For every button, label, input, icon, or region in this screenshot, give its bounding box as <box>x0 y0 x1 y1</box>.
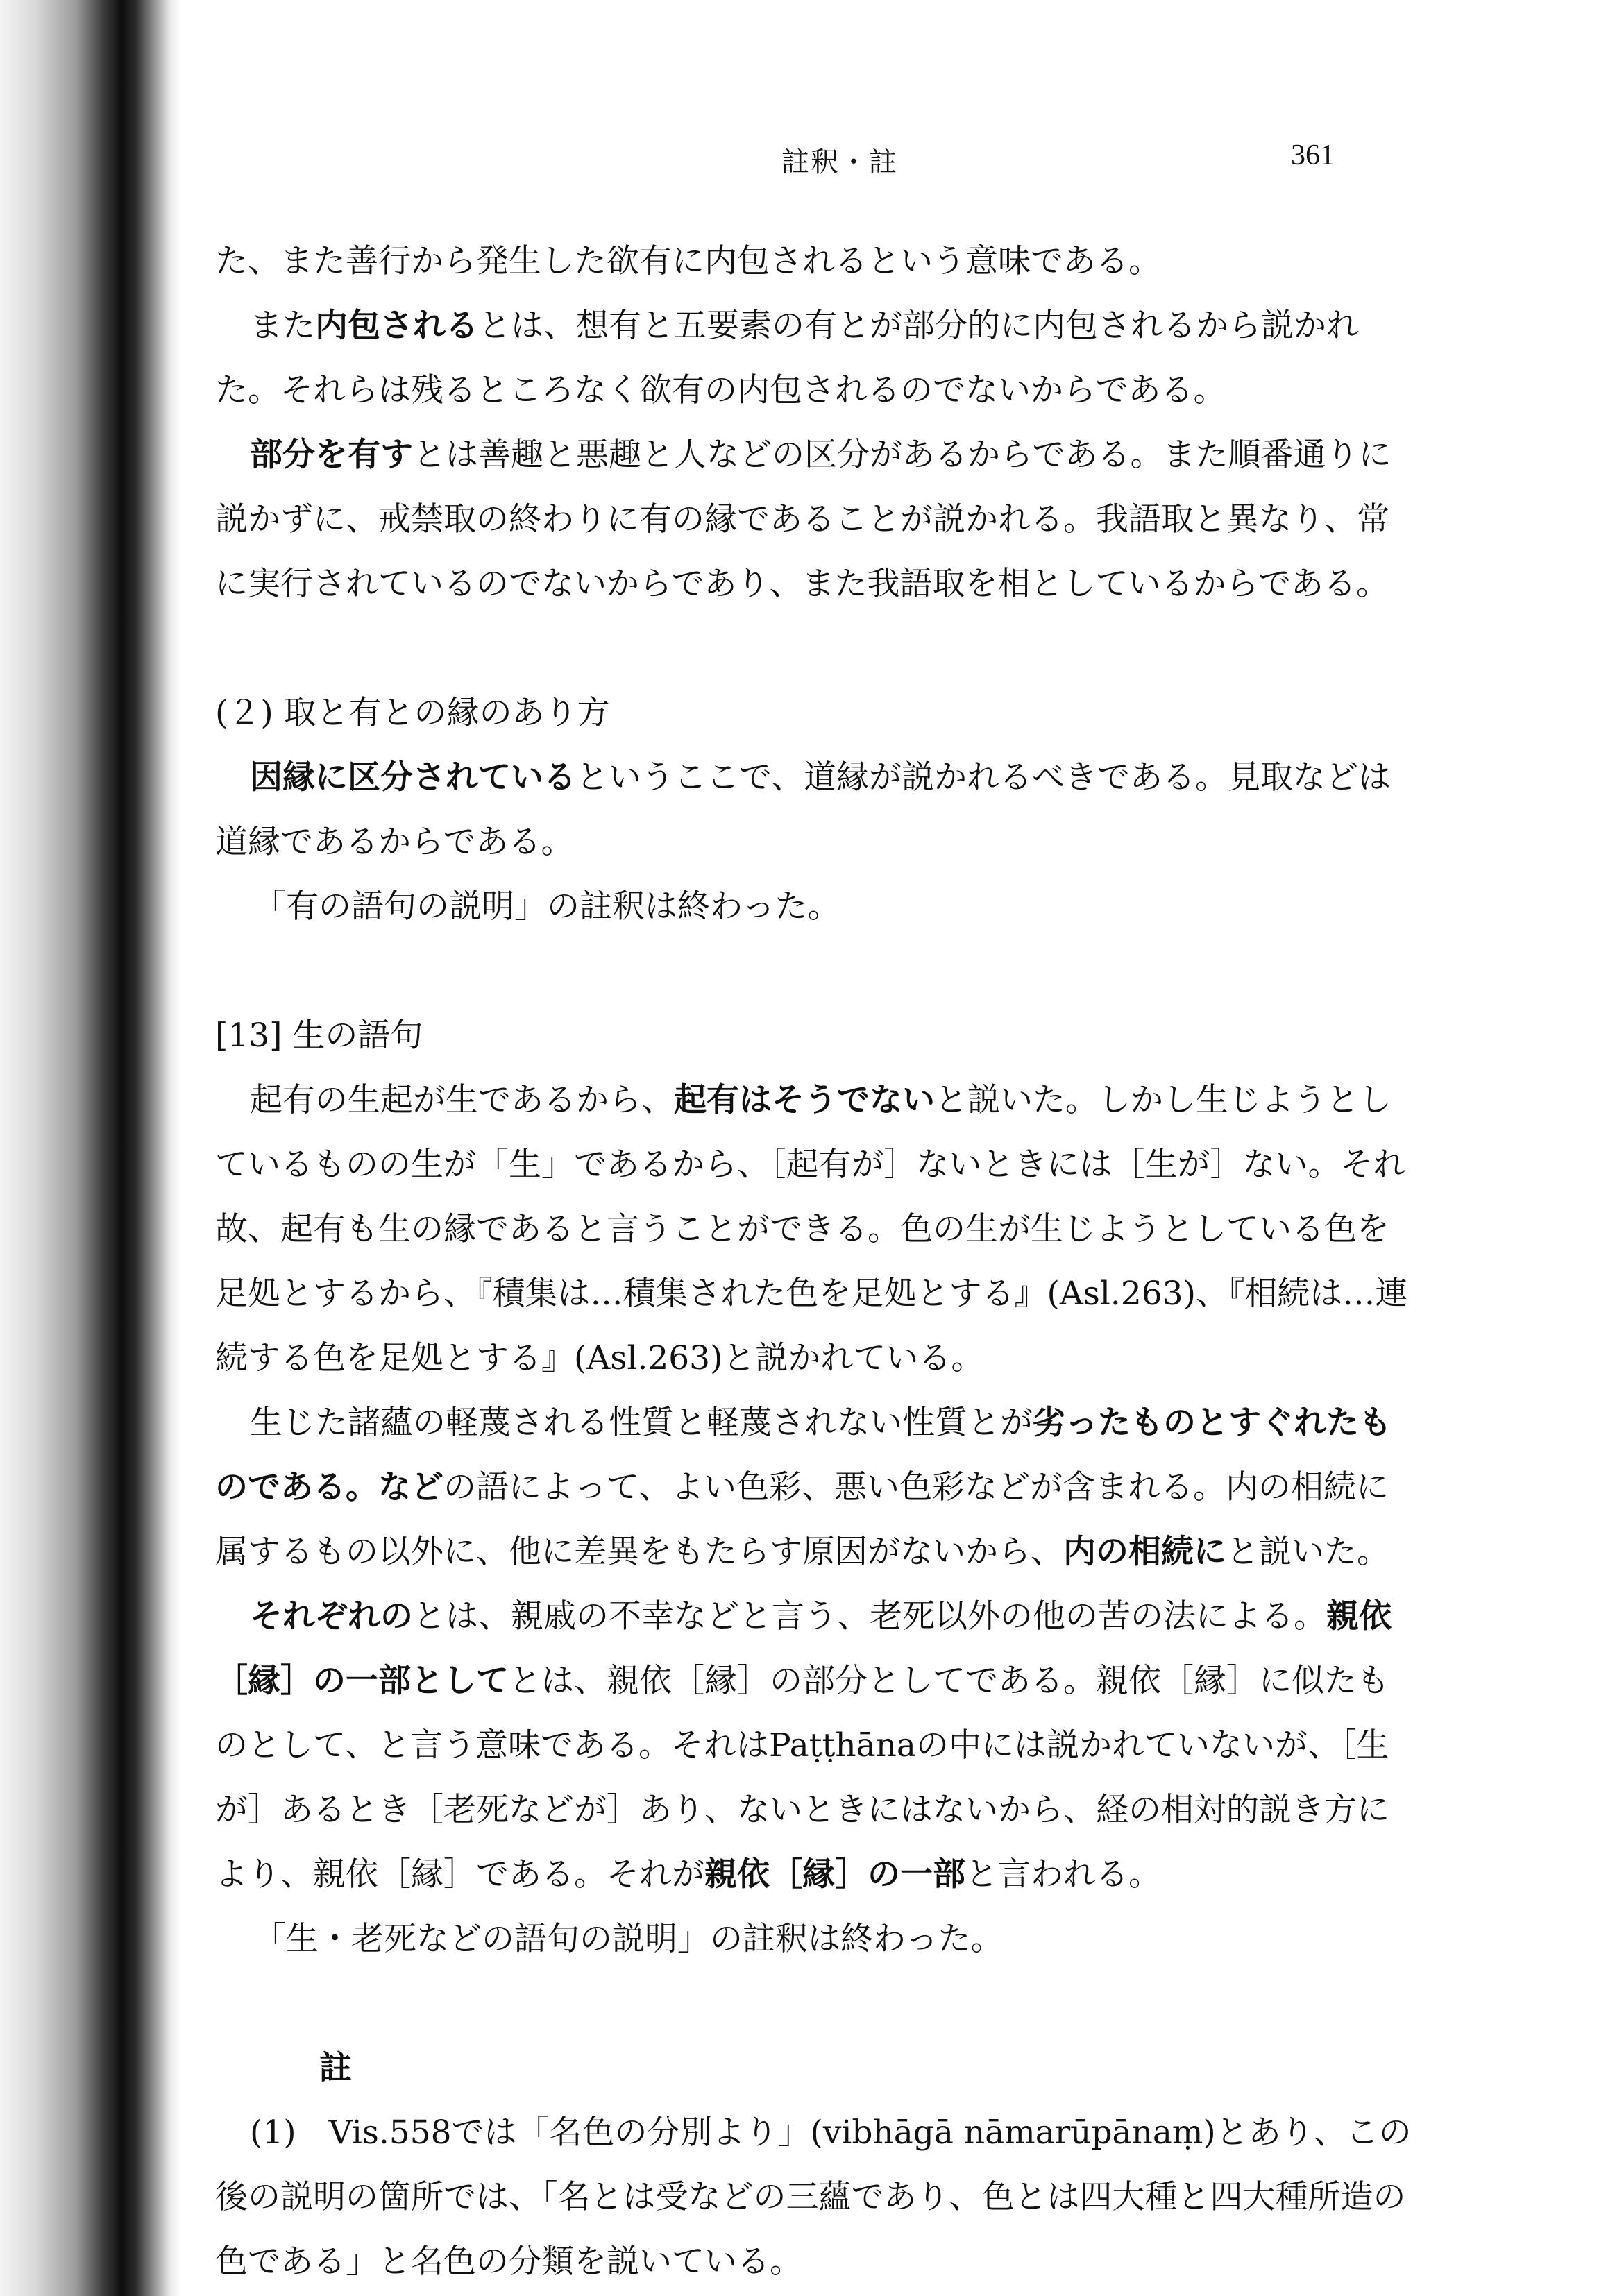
body-text <box>215 229 1416 2294</box>
section-gap <box>215 616 1416 681</box>
text-run: とは善趣と悪趣と人などの区分があるからである。また順番通りに説かずに、戒禁取の終わりに有の縁であることが説かれる。我語取と異なり、常に実行されているのでないからであり、また我語取を相としているからである。 <box>215 436 1392 603</box>
text-run: (1) Vis.558では「名色の分別より」(vibhāgā nāmarūpānaṃ)とあり、この後の説明の箇所では、「名とは受などの三蘊であり、色とは四大種と四大種所造の色である」と名色の分類を説いている。 <box>215 2114 1412 2281</box>
text-run: と説いた。しかし生じようとしているものの生が「生」であるから、［起有が］ないときには［生が］ない。それ故、起有も生の縁であると言うことができる。色の生が生じようとしている色を足処とするから、『積集は…積集された色を足処とする』(Asl.263)、『相続は…連続する色を足処とする』(Asl.263)と説かれている。 <box>215 1081 1408 1377</box>
notes-heading <box>215 2036 1416 2100</box>
section-gap <box>215 1971 1416 2036</box>
bold-term: 起有はそうでない <box>674 1081 935 1119</box>
paragraph <box>215 229 1416 294</box>
text-run: とは、親依［縁］の部分としてである。親依［縁］に似たものとして、と言う意味である。それはPaṭṭhānaの中には説かれていないが、［生が］あるとき［老死などが］あり、ないときにはないから、経の相対的説き方により、親依［縁］である。それが <box>215 1662 1389 1894</box>
paragraph <box>215 1584 1416 1907</box>
text-run: とは、親戚の不幸などと言う、老死以外の他の苦の法による。 <box>413 1597 1326 1635</box>
text-run: の語によって、よい色彩、悪い色彩などが含まれる。内の相続に属するもの以外に、他に差異をもたらす原因がないから、 <box>215 1468 1389 1571</box>
binding-shadow <box>0 0 180 2296</box>
text-run: 「有の語句の説明」の註釈は終わった。 <box>253 887 840 926</box>
paragraph <box>215 745 1416 874</box>
text-run: というここで、道縁が説かれるべきである。見取などは道縁であるからである。 <box>215 758 1392 861</box>
bold-term: それぞれの <box>250 1597 413 1635</box>
paragraph <box>215 294 1416 423</box>
closing-line <box>215 874 1416 939</box>
text-run: また <box>250 307 315 345</box>
paragraph <box>215 423 1416 616</box>
text-run: と説いた。 <box>1226 1533 1389 1571</box>
text-run: 生じた諸蘊の軽蔑される性質と軽蔑されない性質とが <box>250 1404 1033 1442</box>
text-run: 註 <box>319 2049 352 2087</box>
text-run: と言われる。 <box>965 1855 1161 1894</box>
bold-term: 親依［縁］の一部 <box>704 1855 965 1894</box>
text-run: とは、想有と五要素の有とが部分的に内包されるから説かれた。それらは残るところなく欲有の内包されるのでないからである。 <box>215 307 1359 409</box>
bold-term: 部分を有す <box>250 436 413 474</box>
text-run: 起有の生起が生であるから、 <box>250 1081 674 1119</box>
text-run: 「生・老死などの語句の説明」の註釈は終わった。 <box>253 1920 1004 1958</box>
note-item <box>215 2100 1416 2294</box>
running-head: 註釈・註 <box>781 146 898 178</box>
paragraph <box>215 1391 1416 1584</box>
paragraph <box>215 1068 1416 1391</box>
section-gap <box>215 939 1416 1003</box>
text-run: (２) 取と有との縁のあり方 <box>215 694 610 732</box>
text-run: [13] 生の語句 <box>215 1017 423 1055</box>
section-heading <box>215 681 1416 745</box>
bold-term: 内の相続に <box>1063 1533 1226 1571</box>
closing-line <box>215 1907 1416 1971</box>
bold-term: 劣ったものとすぐれたものである。など <box>215 1404 1392 1506</box>
text-run: た、また善行から発生した欲有に内包されるという意味である。 <box>215 242 1161 280</box>
bold-term: 内包される <box>315 307 478 345</box>
bold-term: 因縁に区分されている <box>250 758 576 797</box>
page-number: 361 <box>1291 139 1335 171</box>
section-heading <box>215 1003 1416 1068</box>
bold-term: 親依［縁］の一部として <box>215 1597 1392 1700</box>
